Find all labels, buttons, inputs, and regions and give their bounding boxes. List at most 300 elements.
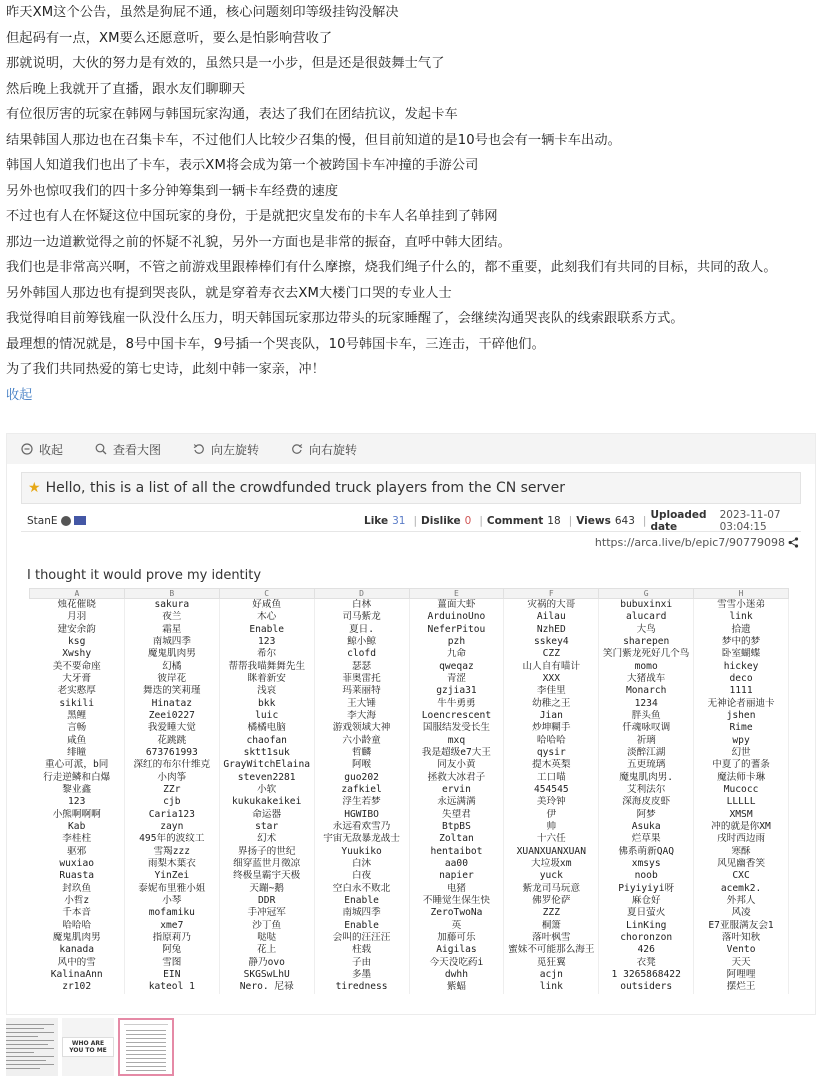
- table-cell: 行走逆鳞和白爆: [30, 771, 125, 783]
- table-cell: 阿兔: [124, 944, 219, 956]
- table-cell: 佛罗伦萨: [504, 895, 599, 907]
- table-cell: 天天: [694, 957, 789, 969]
- table-cell: 夏日萤火: [599, 907, 694, 919]
- table-cell: 白林: [314, 599, 409, 612]
- table-cell: Vento: [694, 944, 789, 956]
- flag-icon: [74, 516, 86, 525]
- table-cell: 柱载: [314, 944, 409, 956]
- table-cell: 眯着新安: [219, 673, 314, 685]
- table-cell: 南城四季: [314, 907, 409, 919]
- table-cell: 雨梨木葉衣: [124, 858, 219, 870]
- forum-post-title: [21, 472, 801, 504]
- table-row: [30, 957, 789, 969]
- table-cell: 伊: [504, 809, 599, 821]
- table-cell: CZZ: [504, 648, 599, 660]
- table-cell: 月羽: [30, 611, 125, 623]
- table-cell: 中夏了的蓍条: [694, 759, 789, 771]
- table-cell: 夜兰: [124, 611, 219, 623]
- table-row: [30, 734, 789, 746]
- table-cell: 桐箫: [504, 920, 599, 932]
- table-cell: 大猪战车: [599, 673, 694, 685]
- table-cell: 手冲冠军: [219, 907, 314, 919]
- table-cell: outsiders: [599, 981, 694, 993]
- table-cell: 风见幽香笑: [694, 858, 789, 870]
- table-cell: Monarch: [599, 685, 694, 697]
- table-cell: 哒哒: [219, 932, 314, 944]
- table-cell: qysir: [504, 747, 599, 759]
- table-cell: 美不要命座: [30, 660, 125, 672]
- table-cell: 命运器: [219, 809, 314, 821]
- table-cell: ksg: [30, 636, 125, 648]
- table-cell: Yuukiko: [314, 846, 409, 858]
- table-cell: wuxiao: [30, 858, 125, 870]
- table-cell: 风凌: [694, 907, 789, 919]
- table-cell: 胖头鱼: [599, 710, 694, 722]
- table-cell: 觅狂翼: [504, 957, 599, 969]
- author-name: StanE: [27, 514, 58, 527]
- table-cell: 李桂柱: [30, 833, 125, 845]
- post-paragraph: 韩国人知道我们也出了卡车，表示XM将会成为第一个被跨国卡车冲撞的手游公司: [6, 158, 479, 173]
- post-paragraph: 有位很厉害的玩家在韩网与韩国玩家沟通，表达了我们在团结抗议，发起卡车: [6, 107, 458, 122]
- table-row: [30, 969, 789, 981]
- table-row: [30, 599, 789, 612]
- view-large-button[interactable]: [95, 441, 161, 458]
- table-cell: 454545: [504, 784, 599, 796]
- table-cell: 不睡觉生保生快: [409, 895, 504, 907]
- table-cell: xme7: [124, 920, 219, 932]
- table-cell: 空白永不败北: [314, 883, 409, 895]
- sheet-column-header: A: [30, 589, 125, 599]
- table-cell: 宇宙无敌暴龙战士: [314, 833, 409, 845]
- collapse-post-link[interactable]: 收起: [6, 387, 33, 403]
- post-url-text: https://arca.live/b/epic7/90779098: [594, 536, 785, 549]
- table-cell: 南城四季: [124, 636, 219, 648]
- table-cell: 673761993: [124, 747, 219, 759]
- table-cell: gzjia31: [409, 685, 504, 697]
- table-cell: 我是超级e7大王: [409, 747, 504, 759]
- table-cell: 白夜: [314, 870, 409, 882]
- table-cell: 电猪: [409, 883, 504, 895]
- table-cell: 永远看欢雪乃: [314, 821, 409, 833]
- table-cell: 薑面大虾: [409, 599, 504, 612]
- table-cell: Caria123: [124, 809, 219, 821]
- table-cell: 牛牛勇勇: [409, 697, 504, 709]
- comment-label: Comment: [486, 514, 544, 527]
- table-cell: bubuxinxi: [599, 599, 694, 612]
- table-cell: 1 3265868422: [599, 969, 694, 981]
- table-row: [30, 870, 789, 882]
- table-cell: 静乃ovo: [219, 957, 314, 969]
- table-cell: 花跳跳: [124, 734, 219, 746]
- table-cell: zr102: [30, 981, 125, 993]
- table-cell: 界扬子的世纪: [219, 846, 314, 858]
- table-cell: Kab: [30, 821, 125, 833]
- table-cell: 今天没吃药i: [409, 957, 504, 969]
- table-cell: 烂草果: [599, 833, 694, 845]
- author: [27, 515, 86, 527]
- table-cell: 六小龄童: [314, 734, 409, 746]
- table-cell: 建安余韵: [30, 623, 125, 635]
- table-row: [30, 858, 789, 870]
- table-cell: 风中的雪: [30, 957, 125, 969]
- post-paragraph: 最理想的情况就是，8号中国卡车，9号插一个哭丧队，10号韩国卡车，三连击，干碎他们。: [6, 336, 545, 352]
- table-cell: aa00: [409, 858, 504, 870]
- table-cell: SKGSwLhU: [219, 969, 314, 981]
- table-cell: 大垃圾xm: [504, 858, 599, 870]
- table-cell: 好咸鱼: [219, 599, 314, 612]
- views-count: 643: [614, 514, 635, 527]
- table-cell: 同友小黄: [409, 759, 504, 771]
- table-cell: Nero. 尼禄: [219, 981, 314, 993]
- sheet-column-header: H: [694, 589, 789, 599]
- table-cell: acemk2.: [694, 883, 789, 895]
- player-list-sheet: [29, 588, 789, 994]
- table-cell: mxq: [409, 734, 504, 746]
- table-cell: xmsys: [599, 858, 694, 870]
- table-cell: 戌时西边雨: [694, 833, 789, 845]
- rotate-left-label: 向左旋转: [211, 442, 260, 457]
- table-cell: Enable: [314, 895, 409, 907]
- post-caption: I thought it would prove my identity: [27, 568, 262, 583]
- table-cell: KalinaAnn: [30, 969, 125, 981]
- table-cell: napier: [409, 870, 504, 882]
- table-cell: 十六任: [504, 833, 599, 845]
- table-cell: 艾利法尔: [599, 784, 694, 796]
- table-cell: 失望君: [409, 809, 504, 821]
- table-cell: XXX: [504, 673, 599, 685]
- table-cell: 加藤可乐: [409, 932, 504, 944]
- table-cell: chaofan: [219, 734, 314, 746]
- table-cell: Rime: [694, 722, 789, 734]
- table-cell: yuck: [504, 870, 599, 882]
- table-cell: steven2281: [219, 771, 314, 783]
- table-cell: acjn: [504, 969, 599, 981]
- thumbnail-1[interactable]: [6, 1018, 58, 1076]
- table-cell: 天蹦~鹅: [219, 883, 314, 895]
- table-cell: 蜜妹不可能那么海王: [504, 944, 599, 956]
- table-cell: 魔鬼肌肉男: [124, 648, 219, 660]
- table-cell: 舞迭的笑莉瑾: [124, 685, 219, 697]
- table-row: [30, 981, 789, 993]
- table-cell: DDR: [219, 895, 314, 907]
- table-cell: XUANXUANXUAN: [504, 846, 599, 858]
- table-cell: 提木英梨: [504, 759, 599, 771]
- table-cell: 哈哈哈: [30, 920, 125, 932]
- dislike-label: Dislike: [421, 514, 461, 527]
- table-cell: link: [504, 981, 599, 993]
- table-cell: ervin: [409, 784, 504, 796]
- uploaded-date: 2023-11-07 03:04:15: [719, 508, 781, 533]
- table-cell: ZeroTwoNa: [409, 907, 504, 919]
- table-cell: 白沐: [314, 858, 409, 870]
- table-cell: hentaibot: [409, 846, 504, 858]
- post-paragraph: 那边一边道歉觉得之前的怀疑不礼貌，另外一方面也是非常的振奋，直呼中韩大团结。: [6, 234, 511, 250]
- table-cell: 李大海: [314, 710, 409, 722]
- table-cell: mofamiku: [124, 907, 219, 919]
- table-cell: GrayWitchElaina: [219, 759, 314, 771]
- table-cell: 冲的就是你XM: [694, 821, 789, 833]
- table-cell: alucard: [599, 611, 694, 623]
- table-cell: 瑟瑟: [314, 660, 409, 672]
- table-cell: Aigilas: [409, 944, 504, 956]
- table-cell: Zoltan: [409, 833, 504, 845]
- table-cell: 紫龙司马玩意: [504, 883, 599, 895]
- table-cell: 雪图: [124, 957, 219, 969]
- table-cell: 淡醉江湖: [599, 747, 694, 759]
- table-cell: LLLLL: [694, 796, 789, 808]
- table-cell: 终极皇霸宇天极: [219, 870, 314, 882]
- table-cell: 泰妮布里雅小姐: [124, 883, 219, 895]
- table-cell: 雪羯zzz: [124, 846, 219, 858]
- table-cell: NeferPitou: [409, 623, 504, 635]
- table-cell: tiredness: [314, 981, 409, 993]
- table-cell: Ailau: [504, 611, 599, 623]
- post-body: [6, 0, 814, 408]
- table-cell: momo: [599, 660, 694, 672]
- table-cell: 菲奥雷托: [314, 673, 409, 685]
- table-cell: 阿喉: [314, 759, 409, 771]
- table-cell: ZZZ: [504, 907, 599, 919]
- table-row: [30, 907, 789, 919]
- table-cell: CXC: [694, 870, 789, 882]
- table-cell: 摆烂王: [694, 981, 789, 993]
- table-cell: cjb: [124, 796, 219, 808]
- table-cell: 雪雪小迷弟: [694, 599, 789, 612]
- rotate-left-button[interactable]: [193, 441, 259, 458]
- table-cell: 美玲钟: [504, 796, 599, 808]
- table-row: [30, 722, 789, 734]
- table-cell: sktt1suk: [219, 747, 314, 759]
- table-row: [30, 697, 789, 709]
- table-cell: 青涩: [409, 673, 504, 685]
- rotate-right-button[interactable]: [291, 441, 357, 458]
- table-cell: noob: [599, 870, 694, 882]
- table-row: [30, 648, 789, 660]
- table-cell: E7亚服满友会1: [694, 920, 789, 932]
- table-cell: dwhh: [409, 969, 504, 981]
- table-cell: 浮生若梦: [314, 796, 409, 808]
- views-label: Views: [576, 514, 611, 527]
- table-row: [30, 710, 789, 722]
- table-row: [30, 685, 789, 697]
- table-cell: choronzon: [599, 932, 694, 944]
- table-cell: 黎业鑫: [30, 784, 125, 796]
- post-paragraph: 然后晚上我就开了直播，跟水友们聊聊天: [6, 81, 246, 97]
- table-cell: 落叶枫雪: [504, 932, 599, 944]
- table-cell: HGWIBO: [314, 809, 409, 821]
- table-cell: Loencrescent: [409, 710, 504, 722]
- post-url: [595, 536, 799, 549]
- table-cell: jshen: [694, 710, 789, 722]
- table-cell: 1111: [694, 685, 789, 697]
- post-paragraph: 但起码有一点，XM要么还愿意听，要么是怕影响营收了: [6, 30, 333, 46]
- table-cell: 寒酥: [694, 846, 789, 858]
- table-cell: 李佳里: [504, 685, 599, 697]
- table-cell: 橘橘电脑: [219, 722, 314, 734]
- share-icon: [788, 537, 799, 548]
- table-cell: 1234: [599, 697, 694, 709]
- thumbnail-strip: [6, 1018, 178, 1076]
- table-cell: deco: [694, 673, 789, 685]
- rotate-right-icon: [291, 443, 303, 455]
- table-cell: sakura: [124, 599, 219, 612]
- post-stats: Like 31 | Dislike 0 | Comment 18 | Views 643 | Uploaded date 2023-11-07 03:04:15: [364, 509, 801, 533]
- table-row: [30, 833, 789, 845]
- table-cell: qweqaz: [409, 660, 504, 672]
- post-paragraph: 另外也惊叹我们的四十多分钟筹集到一辆卡车经费的速度: [6, 183, 339, 199]
- collapse-image-button[interactable]: [21, 441, 63, 458]
- table-cell: YinZei: [124, 870, 219, 882]
- table-cell: 落叶知秋: [694, 932, 789, 944]
- table-cell: Hinataz: [124, 697, 219, 709]
- like-label: Like: [364, 514, 389, 527]
- table-cell: guo202: [314, 771, 409, 783]
- table-cell: NzhED: [504, 623, 599, 635]
- table-cell: 霜星: [124, 623, 219, 635]
- table-row: [30, 759, 789, 771]
- table-cell: 会叫的汪汪汪: [314, 932, 409, 944]
- table-cell: 王大锤: [314, 697, 409, 709]
- table-cell: 英: [409, 920, 504, 932]
- table-row: [30, 660, 789, 672]
- table-cell: BtpBS: [409, 821, 504, 833]
- table-cell: 卧室蝴蝶: [694, 648, 789, 660]
- table-cell: 幼稚之王: [504, 697, 599, 709]
- table-cell: luic: [219, 710, 314, 722]
- table-row: [30, 623, 789, 635]
- table-cell: Xwshy: [30, 648, 125, 660]
- post-paragraph: 我们也是非常高兴啊，不管之前游戏里跟棒棒们有什么摩擦，烧我们绳子什么的，都不重要，此刻我们有共同的目标，共同的敌人。: [6, 260, 777, 275]
- table-cell: Mucocc: [694, 784, 789, 796]
- sheet-column-header: C: [219, 589, 314, 599]
- table-cell: 鲸小鲸: [314, 636, 409, 648]
- table-cell: 千本音: [30, 907, 125, 919]
- thumbnail-2-text: WHO ARE YOU TO ME: [62, 1037, 114, 1057]
- sheet-column-header: F: [504, 589, 599, 599]
- table-cell: 阿哩哩: [694, 969, 789, 981]
- table-cell: 小琴: [124, 895, 219, 907]
- table-cell: Zeei0227: [124, 710, 219, 722]
- table-row: [30, 883, 789, 895]
- table-cell: 驱邪: [30, 846, 125, 858]
- table-cell: 魔鬼肌肉男.: [599, 771, 694, 783]
- table-cell: 123: [219, 636, 314, 648]
- table-row: [30, 771, 789, 783]
- table-cell: clofd: [314, 648, 409, 660]
- table-cell: 大牙膏: [30, 673, 125, 685]
- table-cell: 麻仓好: [599, 895, 694, 907]
- table-cell: 拯救大冰君子: [409, 771, 504, 783]
- table-row: [30, 636, 789, 648]
- post-paragraph: 另外韩国人那边也有提到哭丧队，就是穿着寿衣去XM大楼门口哭的专业人士: [6, 285, 452, 301]
- thumbnail-2[interactable]: [62, 1018, 114, 1076]
- table-cell: 重心可派，b同: [30, 759, 125, 771]
- table-cell: Ruasta: [30, 870, 125, 882]
- search-icon: [95, 443, 107, 455]
- table-row: [30, 920, 789, 932]
- table-cell: wpy: [694, 734, 789, 746]
- table-row: [30, 821, 789, 833]
- post-paragraph: 结果韩国人那边也在召集卡车，不过他们人比较少召集的慢，但目前知道的是10号也会有一辆卡车出动。: [6, 132, 621, 148]
- post-meta: [21, 510, 801, 532]
- table-cell: 衣凳: [599, 957, 694, 969]
- table-cell: 笑门紫龙死好几个鸟: [599, 648, 694, 660]
- post-paragraph: 那就说明，大伙的努力是有效的，虽然只是一小步，但是还是很鼓舞士气了: [6, 56, 445, 71]
- table-cell: 拾遗: [694, 623, 789, 635]
- table-cell: link: [694, 611, 789, 623]
- table-cell: 子由: [314, 957, 409, 969]
- sheet-column-header: E: [409, 589, 504, 599]
- table-cell: 灾祸的大哥: [504, 599, 599, 612]
- table-cell: 玛莱丽特: [314, 685, 409, 697]
- table-row: [30, 611, 789, 623]
- verified-icon: [61, 516, 71, 526]
- table-cell: star: [219, 821, 314, 833]
- thumbnail-3-selected[interactable]: [118, 1018, 174, 1076]
- table-cell: pzh: [409, 636, 504, 648]
- table-row: [30, 809, 789, 821]
- table-cell: XMSM: [694, 809, 789, 821]
- table-cell: 游戏领域大神: [314, 722, 409, 734]
- table-cell: 炒坤糊手: [504, 722, 599, 734]
- table-cell: bkk: [219, 697, 314, 709]
- table-row: [30, 846, 789, 858]
- table-cell: 工口喵: [504, 771, 599, 783]
- dislike-count: 0: [464, 514, 472, 527]
- table-cell: 阿梦: [599, 809, 694, 821]
- table-cell: 浅哀: [219, 685, 314, 697]
- table-cell: 小哲z: [30, 895, 125, 907]
- table-cell: sskey4: [504, 636, 599, 648]
- sheet-column-header: B: [124, 589, 219, 599]
- table-cell: 深海皮皮虾: [599, 796, 694, 808]
- table-cell: Piyiyiyi呀: [599, 883, 694, 895]
- table-cell: 彼岸花: [124, 673, 219, 685]
- table-cell: 永远满满: [409, 796, 504, 808]
- table-cell: 帅: [504, 821, 599, 833]
- viewer-toolbar: [7, 434, 815, 464]
- embedded-screenshot: [21, 468, 805, 1015]
- table-cell: kateol 1: [124, 981, 219, 993]
- table-cell: 绯瞳: [30, 747, 125, 759]
- table-cell: zafkiel: [314, 784, 409, 796]
- collapse-image-label: 收起: [39, 442, 64, 457]
- sheet-column-header: G: [599, 589, 694, 599]
- table-cell: 我爱睡大觉: [124, 722, 219, 734]
- table-cell: 小软: [219, 784, 314, 796]
- star-icon: ★: [28, 480, 41, 496]
- table-cell: LinKing: [599, 920, 694, 932]
- table-cell: 123: [30, 796, 125, 808]
- table-cell: 木心: [219, 611, 314, 623]
- comment-count: 18: [547, 514, 561, 527]
- table-cell: 帮帮我喵舞舞先生: [219, 660, 314, 672]
- table-cell: sharepen: [599, 636, 694, 648]
- player-table: [29, 588, 789, 994]
- table-cell: 大鸟: [599, 623, 694, 635]
- post-paragraph: 为了我们共同热爱的第七史诗，此刻中韩一家亲，冲！: [6, 362, 325, 377]
- table-cell: 仟魂咏叹调: [599, 722, 694, 734]
- like-count: 31: [392, 514, 406, 527]
- sheet-column-header: D: [314, 589, 409, 599]
- table-cell: 哲麟: [314, 747, 409, 759]
- uploaded-label: Uploaded date: [650, 508, 707, 533]
- table-cell: 指原莉乃: [124, 932, 219, 944]
- table-cell: 九命: [409, 648, 504, 660]
- image-viewer: [6, 433, 816, 1015]
- table-cell: 山人自有喵计: [504, 660, 599, 672]
- table-cell: 梦中的梦: [694, 636, 789, 648]
